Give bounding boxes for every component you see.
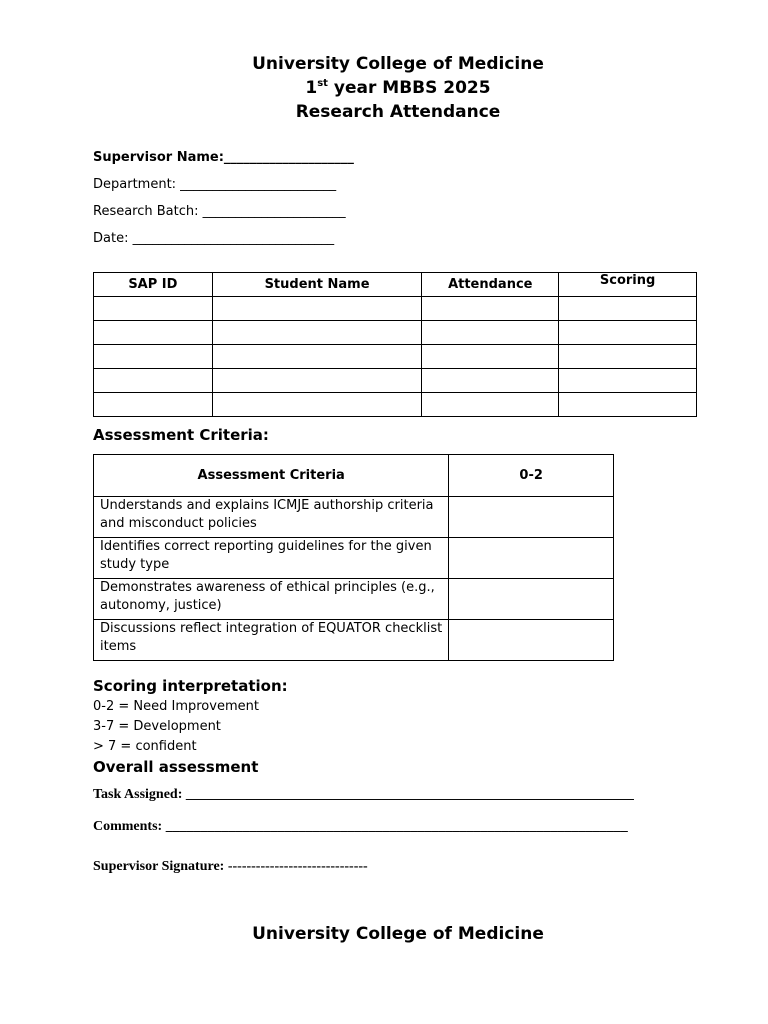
sap-id-cell[interactable] (94, 393, 213, 417)
assessment-criteria-heading: Assessment Criteria: (93, 426, 269, 444)
task-assigned-field[interactable]: Task Assigned: ________________________________________________________________ (93, 787, 634, 802)
table-row (94, 393, 697, 417)
research-batch-field[interactable]: Research Batch: ______________________ (93, 204, 346, 219)
sap-id-cell[interactable] (94, 297, 213, 321)
table-row (94, 620, 614, 661)
year-prefix: 1 (305, 78, 318, 98)
student-name-cell[interactable] (212, 297, 422, 321)
criterion-score-cell[interactable] (449, 579, 614, 620)
year-title (0, 76, 768, 100)
footer-institution-title: University College of Medicine (252, 924, 544, 944)
year-superscript: st (317, 78, 328, 89)
department-field[interactable]: Department: ________________________ (93, 177, 337, 192)
student-name-cell[interactable] (212, 393, 422, 417)
criterion-text: Demonstrates awareness of ethical principles (e.g., autonomy, justice) (94, 579, 449, 620)
sap-id-cell[interactable] (94, 345, 213, 369)
attendance-table (93, 272, 697, 417)
header-attendance: Attendance (422, 273, 559, 297)
scoring-cell[interactable] (559, 321, 697, 345)
scoring-cell[interactable] (559, 345, 697, 369)
table-row (94, 369, 697, 393)
header-student-name: Student Name (212, 273, 422, 297)
table-row (94, 538, 614, 579)
header-score-range: 0-2 (449, 455, 614, 497)
comments-field[interactable]: Comments: __________________________________________________________________ (93, 819, 628, 834)
scoring-line: > 7 = confident (93, 739, 197, 754)
scoring-cell[interactable] (559, 393, 697, 417)
table-row (94, 345, 697, 369)
criterion-text: Identifies correct reporting guidelines for the given study type (94, 538, 449, 579)
student-name-cell[interactable] (212, 369, 422, 393)
table-row (94, 321, 697, 345)
supervisor-signature-field[interactable]: Supervisor Signature: ------------------------------ (93, 859, 368, 874)
attendance-header-row (94, 273, 697, 297)
header-assessment-criteria: Assessment Criteria (94, 455, 449, 497)
sap-id-cell[interactable] (94, 321, 213, 345)
table-row (94, 297, 697, 321)
student-name-cell[interactable] (212, 345, 422, 369)
sap-id-cell[interactable] (94, 369, 213, 393)
student-name-cell[interactable] (212, 321, 422, 345)
attendance-cell[interactable] (422, 321, 559, 345)
attendance-cell[interactable] (422, 393, 559, 417)
header-sap-id: SAP ID (94, 273, 213, 297)
overall-assessment-heading: Overall assessment (93, 758, 259, 776)
table-row (94, 579, 614, 620)
criterion-text: Discussions reflect integration of EQUATOR checklist items (94, 620, 449, 661)
attendance-cell[interactable] (422, 345, 559, 369)
criterion-score-cell[interactable] (449, 497, 614, 538)
institution-title: University College of Medicine (252, 54, 544, 74)
scoring-interpretation-heading: Scoring interpretation: (93, 677, 288, 695)
year-suffix: year MBBS 2025 (327, 78, 491, 98)
scoring-cell[interactable] (559, 369, 697, 393)
criterion-score-cell[interactable] (449, 538, 614, 579)
criterion-score-cell[interactable] (449, 620, 614, 661)
scoring-line: 3-7 = Development (93, 719, 221, 734)
attendance-cell[interactable] (422, 297, 559, 321)
attendance-cell[interactable] (422, 369, 559, 393)
form-title: Research Attendance (295, 102, 501, 122)
scoring-line: 0-2 = Need Improvement (93, 699, 259, 714)
criterion-text: Understands and explains ICMJE authorship criteria and misconduct policies (94, 497, 449, 538)
header-scoring: Scoring (559, 273, 697, 297)
scoring-cell[interactable] (559, 297, 697, 321)
criteria-table (93, 454, 614, 661)
date-field[interactable]: Date: _______________________________ (93, 231, 335, 246)
supervisor-name-field[interactable]: Supervisor Name:____________________ (93, 150, 354, 165)
criteria-header-row (94, 455, 614, 497)
table-row (94, 497, 614, 538)
